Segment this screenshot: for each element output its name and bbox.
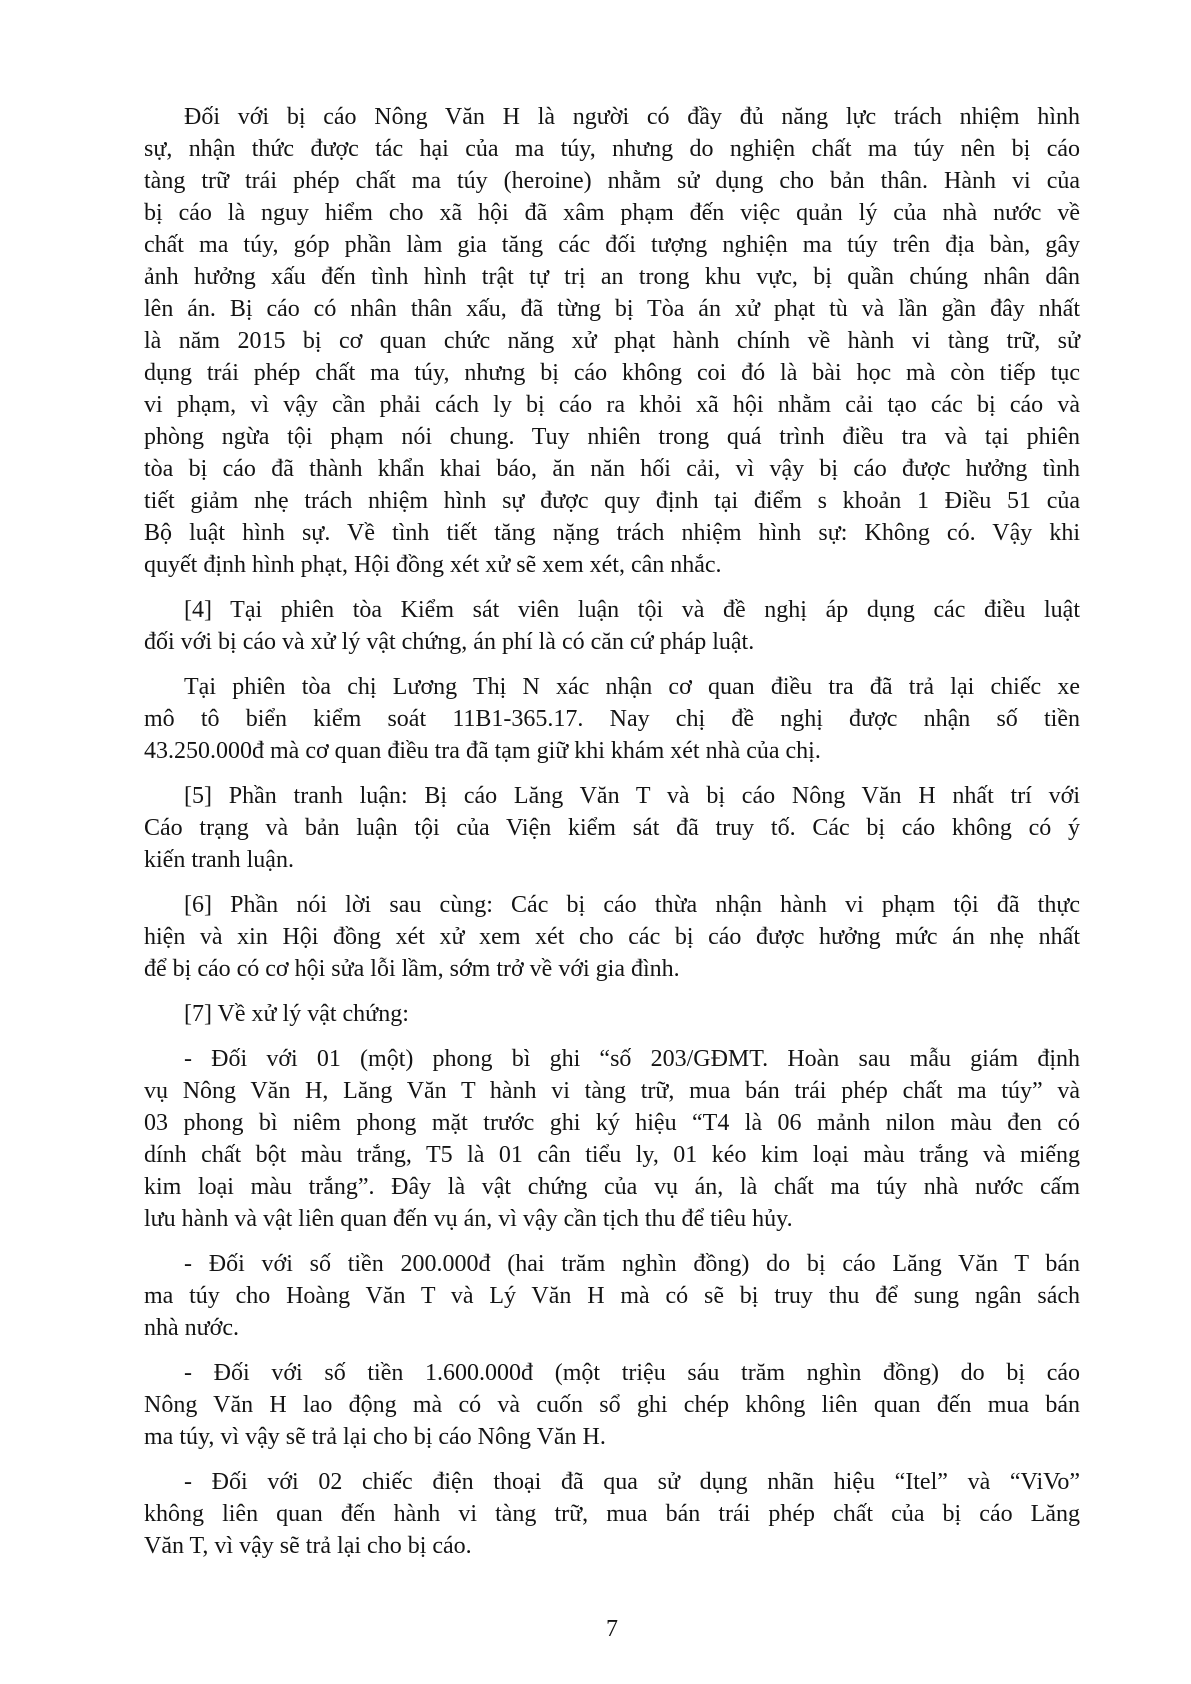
text-line: kim loại màu trắng”. Đây là vật chứng của vụ án, là chất ma túy nhà nước cấm	[144, 1174, 1080, 1200]
text-line: Nông Văn H lao động mà có và cuốn sổ ghi chép không liên quan đến mua bán	[144, 1392, 1080, 1418]
text-line: để bị cáo có cơ hội sửa lỗi lầm, sớm trở về với gia đình.	[144, 956, 680, 982]
text-line: 03 phong bì niêm phong mặt trước ghi ký hiệu “T4 là 06 mảnh nilon màu đen có	[144, 1110, 1080, 1136]
text-line: Bộ luật hình sự. Về tình tiết tăng nặng trách nhiệm hình sự: Không có. Vậy khi	[144, 520, 1080, 546]
text-line: mô tô biển kiểm soát 11B1-365.17. Nay chị đề nghị được nhận số tiền	[144, 706, 1080, 732]
text-line: nhà nước.	[144, 1315, 240, 1341]
text-line: chất ma túy, góp phần làm gia tăng các đối tượng nghiện ma túy trên địa bàn, gây	[144, 232, 1080, 258]
text-line: dụng trái phép chất ma túy, nhưng bị cáo không coi đó là bài học mà còn tiếp tục	[144, 360, 1080, 386]
text-line: bị cáo là nguy hiểm cho xã hội đã xâm phạm đến việc quản lý của nhà nước về	[144, 200, 1080, 226]
text-line: hiện và xin Hội đồng xét xử xem xét cho các bị cáo được hưởng mức án nhẹ nhất	[144, 924, 1080, 950]
text-line: - Đối với số tiền 1.600.000đ (một triệu sáu trăm nghìn đồng) do bị cáo	[184, 1360, 1080, 1386]
text-line: - Đối với số tiền 200.000đ (hai trăm nghìn đồng) do bị cáo Lăng Văn T bán	[184, 1251, 1080, 1277]
text-line: không liên quan đến hành vi tàng trữ, mua bán trái phép chất của bị cáo Lăng	[144, 1501, 1080, 1527]
text-line: [4] Tại phiên tòa Kiểm sát viên luận tội và đề nghị áp dụng các điều luật	[184, 597, 1080, 623]
text-line: lưu hành và vật liên quan đến vụ án, vì vậy cần tịch thu để tiêu hủy.	[144, 1206, 793, 1232]
paragraph	[144, 1248, 1080, 1344]
text-line: tiết giảm nhẹ trách nhiệm hình sự được quy định tại điểm s khoản 1 Điều 51 của	[144, 488, 1080, 514]
text-line: là năm 2015 bị cơ quan chức năng xử phạt hành chính về hành vi tàng trữ, sử	[144, 328, 1080, 354]
text-line: Văn T, vì vậy sẽ trả lại cho bị cáo.	[144, 1533, 472, 1559]
paragraph	[144, 594, 1080, 658]
paragraph	[144, 780, 1080, 876]
text-line: ảnh hưởng xấu đến tình hình trật tự trị an trong khu vực, bị quần chúng nhân dân	[144, 264, 1080, 290]
text-line: kiến tranh luận.	[144, 847, 294, 873]
text-line: đối với bị cáo và xử lý vật chứng, án phí là có căn cứ pháp luật.	[144, 629, 755, 655]
text-line: sự, nhận thức được tác hại của ma túy, nhưng do nghiện chất ma túy nên bị cáo	[144, 136, 1080, 162]
paragraph	[144, 1357, 1080, 1453]
paragraph	[144, 889, 1080, 985]
text-line: lên án. Bị cáo có nhân thân xấu, đã từng bị Tòa án xử phạt tù và lần gần đây nhất	[144, 296, 1080, 322]
text-line: 43.250.000đ mà cơ quan điều tra đã tạm giữ khi khám xét nhà của chị.	[144, 738, 821, 764]
text-line: tòa bị cáo đã thành khẩn khai báo, ăn năn hối cải, vì vậy bị cáo được hưởng tình	[144, 456, 1080, 482]
text-line: Cáo trạng và bản luận tội của Viện kiểm sát đã truy tố. Các bị cáo không có ý	[144, 815, 1080, 841]
text-line: tàng trữ trái phép chất ma túy (heroine) nhằm sử dụng cho bản thân. Hành vi của	[144, 168, 1080, 194]
text-line: phòng ngừa tội phạm nói chung. Tuy nhiên trong quá trình điều tra và tại phiên	[144, 424, 1080, 450]
text-line: dính chất bột màu trắng, T5 là 01 cân tiểu ly, 01 kéo kim loại màu trắng và miếng	[144, 1142, 1080, 1168]
text-line: vi phạm, vì vậy cần phải cách ly bị cáo ra khỏi xã hội nhằm cải tạo các bị cáo và	[144, 392, 1080, 418]
text-line: ma túy cho Hoàng Văn T và Lý Văn H mà có sẽ bị truy thu để sung ngân sách	[144, 1283, 1080, 1309]
text-line: [5] Phần tranh luận: Bị cáo Lăng Văn T và bị cáo Nông Văn H nhất trí với	[184, 783, 1080, 809]
document-body	[144, 101, 1080, 1575]
text-line: [7] Về xử lý vật chứng:	[184, 1001, 409, 1027]
text-line: [6] Phần nói lời sau cùng: Các bị cáo thừa nhận hành vi phạm tội đã thực	[184, 892, 1080, 918]
text-line: quyết định hình phạt, Hội đồng xét xử sẽ xem xét, cân nhắc.	[144, 552, 722, 578]
paragraph	[144, 1466, 1080, 1562]
text-line: ma túy, vì vậy sẽ trả lại cho bị cáo Nông Văn H.	[144, 1424, 606, 1450]
paragraph	[144, 998, 1080, 1030]
paragraph	[144, 1043, 1080, 1235]
paragraph	[144, 101, 1080, 581]
paragraph	[144, 671, 1080, 767]
text-line: - Đối với 02 chiếc điện thoại đã qua sử dụng nhãn hiệu “Itel” và “ViVo”	[184, 1469, 1080, 1495]
text-line: vụ Nông Văn H, Lăng Văn T hành vi tàng trữ, mua bán trái phép chất ma túy” và	[144, 1078, 1080, 1104]
text-line: Tại phiên tòa chị Lương Thị N xác nhận cơ quan điều tra đã trả lại chiếc xe	[184, 674, 1080, 700]
text-line: - Đối với 01 (một) phong bì ghi “số 203/GĐMT. Hoàn sau mẫu giám định	[184, 1046, 1080, 1072]
text-line: Đối với bị cáo Nông Văn H là người có đầy đủ năng lực trách nhiệm hình	[184, 104, 1080, 130]
page-number: 7	[606, 1616, 618, 1642]
